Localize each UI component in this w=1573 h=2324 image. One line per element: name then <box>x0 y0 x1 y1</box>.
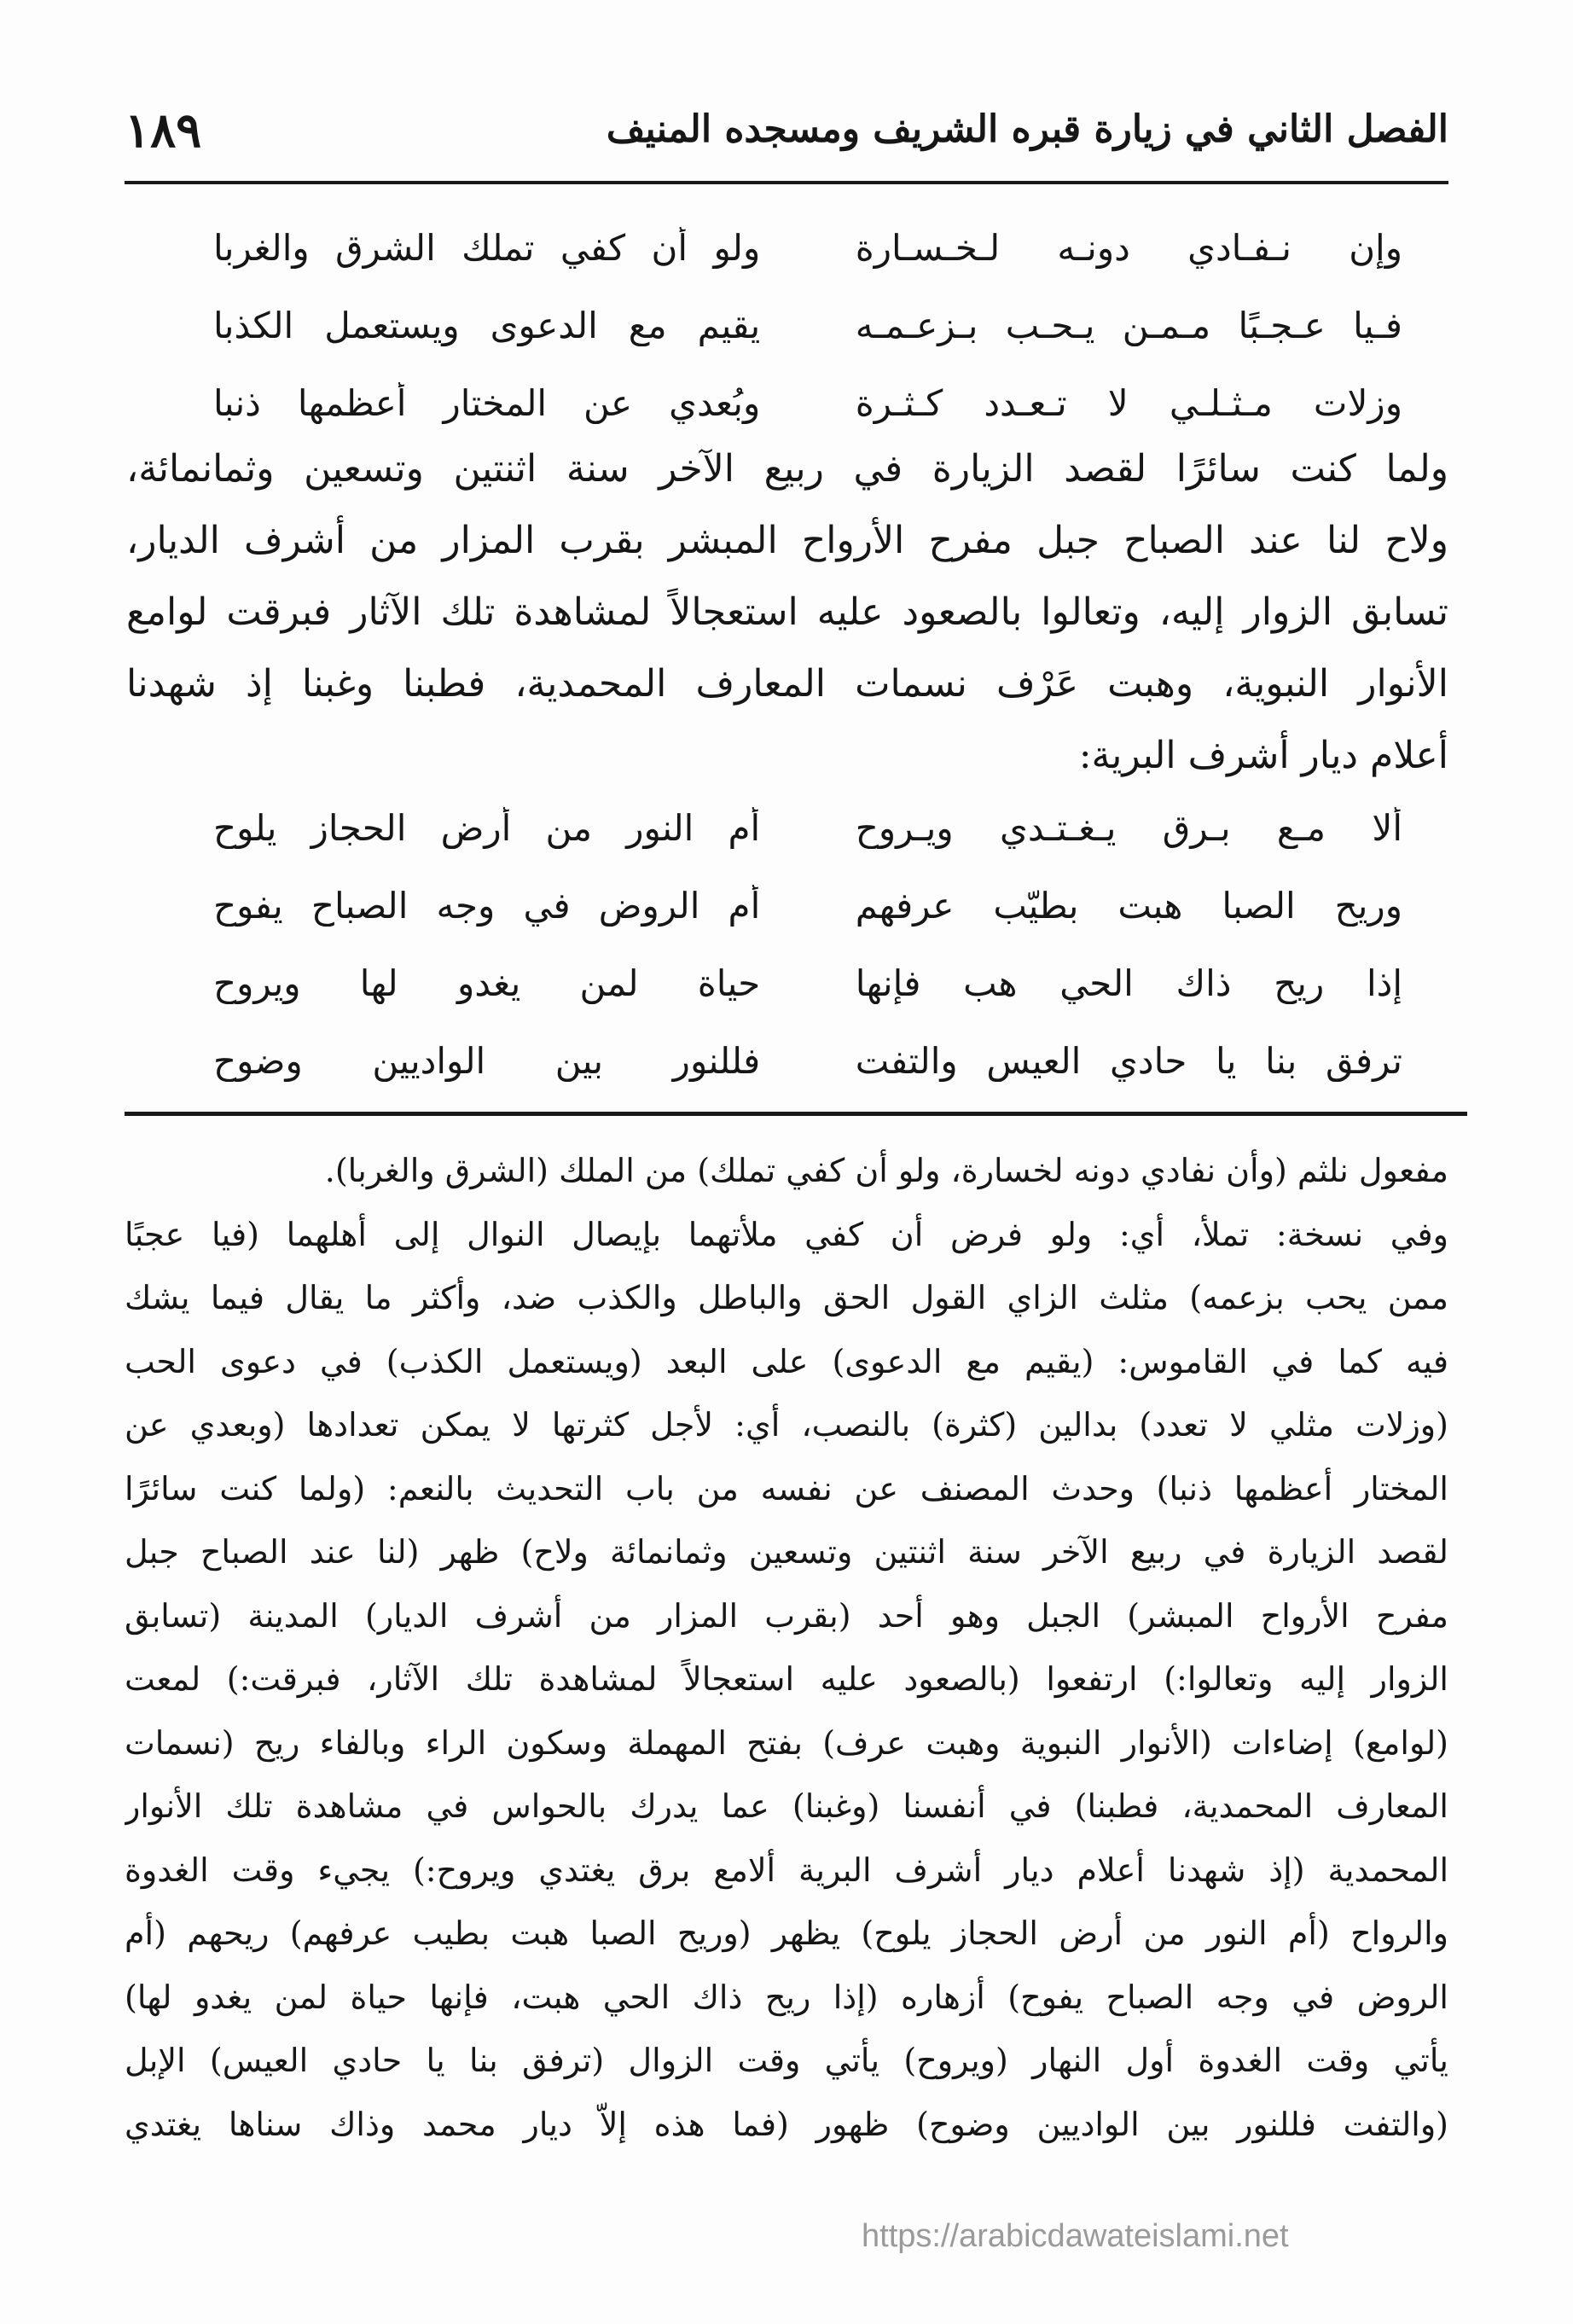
verse-first-half: وإن نـفـادي دونـه لـخـسـارة <box>855 227 1402 269</box>
header-rule <box>125 181 1448 184</box>
verse-second-half: أم النور من أرض الحجاز يلوح <box>213 807 761 849</box>
verse-second-half: ولو أن كفي تملك الشرق والغربا <box>213 227 761 269</box>
chapter-title: الفصل الثاني في زيارة قبره الشريف ومسجده المنيف <box>606 107 1448 151</box>
verse <box>213 209 1402 287</box>
verse-first-half: وريح الصبا هبت بطيّب عرفهم <box>855 885 1402 927</box>
paragraph-line: أعلام ديار أشرف البرية: <box>1078 734 1448 777</box>
verse-first-half: فـيا عـجـبًا مـمـن يـحـب بـزعـمـه <box>855 305 1402 346</box>
verse-first-half: إذا ريح ذاك الحي هب فإنها <box>855 962 1402 1004</box>
verse-second-half: أم الروض في وجه الصباح يفوح <box>213 885 761 927</box>
commentary-block <box>125 1139 1448 2156</box>
page-number: ١٨٩ <box>125 102 202 159</box>
page-header <box>125 102 1448 171</box>
commentary-line: الروض في وجه الصباح يفوح) أزهاره (إذا ريح ذاك الحي هبت، فإنها حياة لمن يغدو لها) <box>125 1978 1448 2016</box>
commentary-line: (والتفت فللنور بين الواديين وضوح) ظهور (فما هذه إلاّ ديار محمد وذاك سناها يغتدي <box>125 2105 1448 2143</box>
paragraph-line: ولاح لنا عند الصباح جبل مفرح الأرواح المبشر بقرب المزار من أشرف الديار، <box>126 519 1448 562</box>
verse-first-half: وزلات مـثـلـي لا تـعـدد كـثـرة <box>855 382 1402 424</box>
paragraph-line: الأنوار النبوية، وهبت عَرْف نسمات المعارف المحمدية، فطبنا وغبنا إذ شهدنا <box>126 662 1448 706</box>
commentary-line: لقصد الزيارة في ربيع الآخر سنة اثنتين وتسعين وثمانمائة ولاح) ظهر (لنا عند الصباح جبل <box>125 1533 1448 1571</box>
commentary-line: وفي نسخة: تملأ، أي: ولو فرض أن كفي ملأتهما بإيصال النوال إلى أهلهما (فيا عجبًا <box>125 1215 1448 1253</box>
verse-second-half: حياة لمن يغدو لها ويروح <box>213 962 761 1004</box>
verse <box>213 944 1402 1022</box>
poem-block-2 <box>213 789 1402 1100</box>
verse-first-half: ألا مـع بـرق يـغـتـدي ويـروح <box>855 807 1402 849</box>
commentary-line: مفعول نلثم (وأن نفادي دونه لخسارة، ولو أن كفي تملك) من الملك (الشرق والغربا). <box>324 1152 1448 1189</box>
commentary-separator <box>125 1112 1467 1116</box>
commentary-line: ممن يحب بزعمه) مثلث الزاي القول الحق والباطل والكذب ضد، وأكثر ما يقال فيما يشك <box>125 1279 1448 1316</box>
main-paragraph <box>126 433 1448 792</box>
verse-second-half: يقيم مع الدعوى ويستعمل الكذبا <box>213 305 761 346</box>
watermark-url: https://arabicdawateislami.net <box>862 2218 1289 2254</box>
verse <box>213 867 1402 944</box>
verse <box>213 789 1402 867</box>
commentary-line: مفرح الأرواح المبشر) الجبل وهو أحد (بقرب المزار من أشرف الديار) المدينة (تسابق <box>125 1596 1448 1635</box>
paragraph-line: تسابق الزوار إليه، وتعالوا بالصعود عليه استعجالاً لمشاهدة تلك الآثار فبرقت لوامع <box>126 590 1448 634</box>
paragraph-line: ولما كنت سائرًا لقصد الزيارة في ربيع الآخر سنة اثنتين وتسعين وثمانمائة، <box>126 447 1448 491</box>
commentary-line: والرواح (أم النور من أرض الحجاز يلوح) يظهر (وريح الصبا هبت بطيب عرفهم) ريحهم (أم <box>125 1914 1448 1952</box>
commentary-line: الزوار إليه وتعالوا:) ارتفعوا (بالصعود عليه استعجالاً لمشاهدة تلك الآثار، فبرقت:) لمعت <box>125 1660 1448 1698</box>
verse <box>213 1022 1402 1100</box>
verse-second-half: وبُعدي عن المختار أعظمها ذنبا <box>213 382 761 424</box>
commentary-line: (لوامع) إضاءات (الأنوار النبوية وهبت عرف) بفتح المهملة وسكون الراء وبالفاء ريح (نسمات <box>125 1723 1448 1762</box>
verse <box>213 364 1402 442</box>
commentary-line: المحمدية (إذ شهدنا أعلام ديار أشرف البرية ألامع برق يغتدي ويروح:) يجيء وقت الغدوة <box>125 1850 1448 1889</box>
commentary-line: (وزلات مثلي لا تعدد) بدالين (كثرة) بالنصب، أي: لأجل كثرتها لا يمكن تعدادها (وبعدي عن <box>125 1406 1448 1444</box>
verse <box>213 287 1402 364</box>
commentary-line: يأتي وقت الغدوة أول النهار (ويروح) يأتي وقت الزوال (ترفق بنا يا حادي العيس) الإبل <box>125 2042 1448 2079</box>
commentary-line: المعارف المحمدية، فطبنا) في أنفسنا (وغبنا) عما يدرك بالحواس في مشاهدة تلك الأنوار <box>125 1787 1448 1825</box>
commentary-line: المختار أعظمها ذنبا) وحدث المصنف عن نفسه من باب التحديث بالنعم: (ولما كنت سائرًا <box>125 1469 1448 1508</box>
commentary-line: فيه كما في القاموس: (يقيم مع الدعوى) على البعد (ويستعمل الكذب) في دعوى الحب <box>125 1342 1448 1380</box>
verse-first-half: ترفق بنا يا حادي العيس والتفت <box>855 1040 1402 1082</box>
verse-second-half: فللنور بين الواديين وضوح <box>213 1040 761 1082</box>
poem-block-1 <box>213 209 1402 442</box>
